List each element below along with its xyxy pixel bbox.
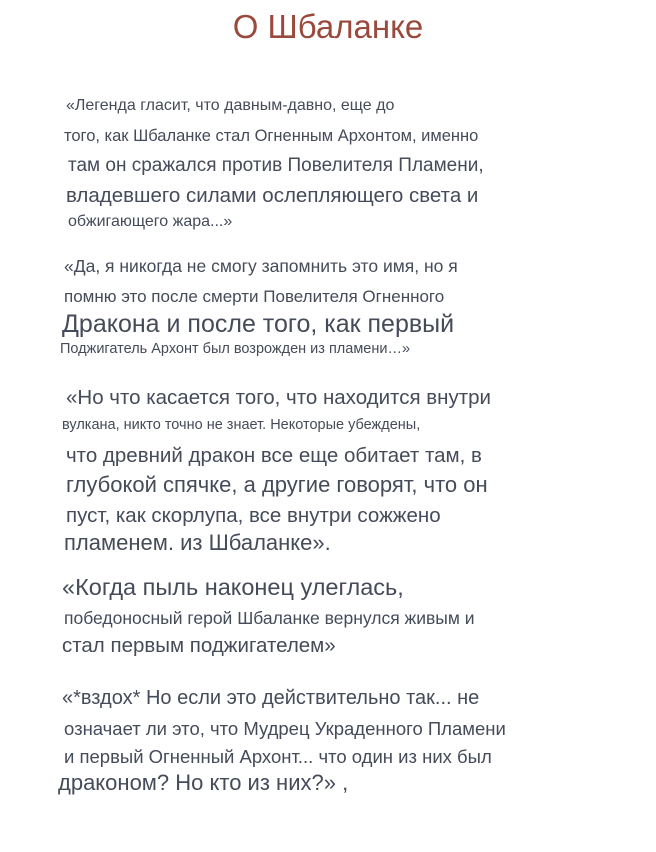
text-line: пуст, как скорлупа, все внутри сожжено	[66, 504, 441, 527]
text-line: там он сражался против Повелителя Пламени,	[68, 155, 484, 176]
text-line: стал первым поджигателем»	[62, 634, 336, 657]
text-line: Поджигатель Архонт был возрожден из пламени…»	[60, 341, 411, 357]
text-line: «Да, я никогда не смогу запомнить это имя, но я	[64, 256, 458, 276]
text-line: помню это после смерти Повелителя Огненного	[64, 287, 445, 306]
text-line: «Когда пыль наконец улеглась,	[62, 574, 404, 600]
text-line: обжигающего жара...»	[68, 213, 233, 230]
text-line: победоносный герой Шбаланке вернулся живым и	[64, 608, 475, 628]
text-line: «*вздох* Но если это действительно так... не	[62, 687, 480, 709]
text-line: «Легенда гласит, что давным-давно, еще до	[66, 97, 395, 114]
text-line: означает ли это, что Мудрец Украденного Пламени	[64, 718, 506, 739]
text-line: драконом? Но кто из них?» ,	[58, 770, 349, 795]
text-line: пламенем. из Шбаланке».	[64, 530, 331, 555]
text-line: и первый Огненный Архонт... что один из них был	[64, 746, 492, 767]
text-line: владевшего силами ослепляющего света и	[66, 184, 479, 207]
text-line: того, как Шбаланке стал Огненным Архонтом, именно	[64, 127, 479, 145]
text-line: «Но что касается того, что находится внутри	[66, 386, 491, 409]
text-line: вулкана, никто точно не знает. Некоторые убеждены,	[62, 417, 421, 433]
text-line: глубокой спячке, а другие говорят, что он	[66, 472, 488, 497]
text-line: Дракона и после того, как первый	[62, 310, 455, 338]
text-line: что древний дракон все еще обитает там, в	[66, 444, 482, 467]
page-title: О Шбаланке	[232, 8, 424, 45]
